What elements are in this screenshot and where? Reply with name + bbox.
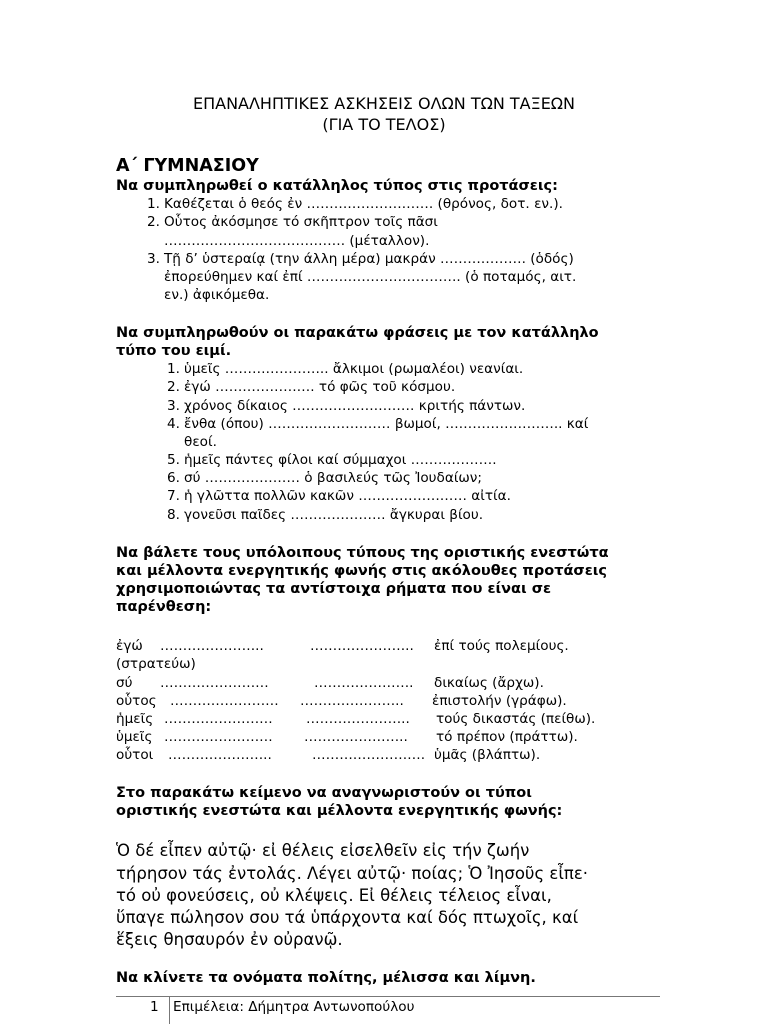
ex2-item-line: ὑμεῖς ………………….. ἄλκιμοι (ρωμαλέοι) νεανίαι. xyxy=(184,361,524,377)
passage-line: ἕξεις θησαυρόν ἐν οὐρανῷ. xyxy=(116,930,343,949)
ex3-phrase: δικαίως (ἄρχω). xyxy=(434,675,544,691)
ex1-item-number: 3. xyxy=(147,251,160,267)
ex1-item-number: 1. xyxy=(147,196,160,212)
ex2-item-number: 5. xyxy=(167,452,180,468)
footer-editor: Επιμέλεια: Δήμητρα Αντωνοπούλου xyxy=(173,999,415,1015)
passage-line: Ὁ δέ εἶπεν αὐτῷ· εἰ θέλεις εἰσελθεῖν εἰς τήν ζωήν xyxy=(116,841,530,860)
ex3-phrase: τούς δικαστάς (πείθω). xyxy=(436,711,596,727)
ex2-item-line: ἡμεῖς πάντες φίλοι καί σύμμαχοι ………………. xyxy=(184,452,497,468)
ex1-item-number: 2. xyxy=(147,214,160,230)
exercise-5-instruction: Να κλίνετε τα ονόματα πολίτης, μέλισσα και λίμνη. xyxy=(116,970,536,986)
ex3-verb: (στρατεύω) xyxy=(116,656,196,672)
ex1-item-line: Οὗτος ἀκόσμησε τό σκῆπτρον τοῖς πᾶσι xyxy=(164,214,438,230)
ex3-pronoun: ἐγώ xyxy=(116,638,143,654)
ex3-blank: ……………………. xyxy=(312,747,426,763)
document-title: ΕΠΑΝΑΛΗΠΤΙΚΕΣ ΑΣΚΗΣΕΙΣ ΟΛΩΝ ΤΩΝ ΤΑΞΕΩΝ xyxy=(192,94,575,113)
exercise-3-instruction: και μέλλοντα ενεργητικής φωνής στις ακόλουθες προτάσεις xyxy=(116,563,608,579)
exercise-4-instruction: Στο παρακάτω κείμενο να αναγνωριστούν οι τύποι xyxy=(116,785,532,801)
exercise-3-instruction: χρησιμοποιώντας τα αντίστοιχα ρήματα που είναι σε xyxy=(116,581,552,597)
ex2-item-number: 6. xyxy=(167,470,180,486)
ex2-item-number: 2. xyxy=(167,379,180,395)
ex3-phrase: ἐπιστολήν (γράφω). xyxy=(432,693,567,709)
ex1-item-line: …………………………………. (μέταλλον). xyxy=(164,233,430,249)
ex3-blank: ………………….. xyxy=(310,638,414,654)
ex2-item-line: χρόνος δίκαιος ……………………… κριτής πάντων. xyxy=(184,398,526,414)
exercise-2-instruction: Να συμπληρωθούν οι παρακάτω φράσεις με τον κατάλληλο xyxy=(116,325,599,341)
footer-separator xyxy=(169,996,170,1024)
exercise-1-instruction: Να συμπληρωθεί ο κατάλληλος τύπος στις προτάσεις: xyxy=(116,178,558,194)
ex3-blank: ………………….. xyxy=(168,747,272,763)
exercise-2-instruction: τύπο του ειμί. xyxy=(116,343,232,359)
passage-line: τήρησον τάς ἐντολάς. Λέγει αὐτῷ· ποίας; Ὁ Ἰησοῦς εἶπε· xyxy=(116,864,589,883)
ex1-item-line: Καθέζεται ὁ θεός ἐν ………………………. (θρόνος, δοτ. εν.). xyxy=(164,196,563,212)
ex3-blank: ………………….. xyxy=(160,638,264,654)
ex2-item-line: ἔνθα (όπου) ……………………… βωμοί, …………………….. καί xyxy=(184,416,589,432)
passage-line: τό οὐ φονεύσεις, οὐ κλέψεις. Εἰ θέλεις τέλειος εἶναι, xyxy=(116,886,552,905)
section-heading: Α΄ ΓΥΜΝΑΣΙΟΥ xyxy=(116,156,259,176)
footer-divider xyxy=(116,996,660,997)
ex3-pronoun: ἡμεῖς xyxy=(116,711,154,727)
ex2-item-number: 3. xyxy=(167,398,180,414)
exercise-4-instruction: οριστικής ενεστώτα και μέλλοντα ενεργητικής φωνής: xyxy=(116,803,563,819)
ex2-item-line: γονεῦσι παῖδες ………………… ἄγκυραι βίου. xyxy=(184,507,484,523)
ex3-blank: ………………….. xyxy=(306,711,410,727)
page-number: 1 xyxy=(150,999,159,1015)
ex3-pronoun: σύ xyxy=(116,675,133,691)
exercise-3-instruction: παρένθεση: xyxy=(116,599,212,615)
ex2-item-number: 4. xyxy=(167,416,180,432)
ex2-item-line: ἡ γλῶττα πολλῶν κακῶν …………………… αἰτία. xyxy=(184,488,511,504)
passage-line: ὕπαγε πώλησον σου τά ὑπάρχοντα καί δός πτωχοῖς, καί xyxy=(116,908,579,927)
ex3-phrase: ὑμᾶς (βλάπτω). xyxy=(434,747,541,763)
ex3-blank: …………………… xyxy=(164,729,273,745)
ex1-item-line: Τῇ δ’ ὑστεραίᾳ (την άλλη μέρα) μακράν ………………. (ὁδός) xyxy=(164,251,574,267)
ex3-blank: ………………….. xyxy=(300,693,404,709)
ex3-pronoun: ὑμεῖς xyxy=(116,729,153,745)
document-subtitle: (ΓΙΑ ΤΟ ΤΕΛΟΣ) xyxy=(322,115,446,134)
ex3-blank: …………………… xyxy=(170,693,279,709)
ex2-item-number: 7. xyxy=(167,488,180,504)
ex3-pronoun: οὗτος xyxy=(116,693,157,709)
ex3-pronoun: οὗτοι xyxy=(116,747,154,763)
ex3-phrase: ἐπί τούς πολεμίους. xyxy=(434,638,569,654)
ex1-item-line: ἐπορεύθημεν καί ἐπί ……………………………. (ὁ ποταμός, αιτ. xyxy=(164,269,577,285)
ex3-blank: …………………… xyxy=(164,711,273,727)
ex2-item-line: ἐγώ …………………. τό φῶς τοῦ κόσμου. xyxy=(184,379,456,395)
ex2-item-line: θεοί. xyxy=(184,434,217,450)
ex3-blank: ………………….. xyxy=(304,729,408,745)
ex3-blank: …………………. xyxy=(314,675,414,691)
ex1-item-line: εν.) ἀφικόμεθα. xyxy=(164,287,270,303)
ex2-item-line: σύ ………………… ὁ βασιλεύς τῶς Ἰουδαίων; xyxy=(184,470,482,486)
ex3-phrase: τό πρέπον (πράττω). xyxy=(436,729,578,745)
ex2-item-number: 8. xyxy=(167,507,180,523)
exercise-3-instruction: Να βάλετε τους υπόλοιπους τύπους της οριστικής ενεστώτα xyxy=(116,545,609,561)
ex2-item-number: 1. xyxy=(167,361,180,377)
ex3-blank: …………………… xyxy=(160,675,269,691)
